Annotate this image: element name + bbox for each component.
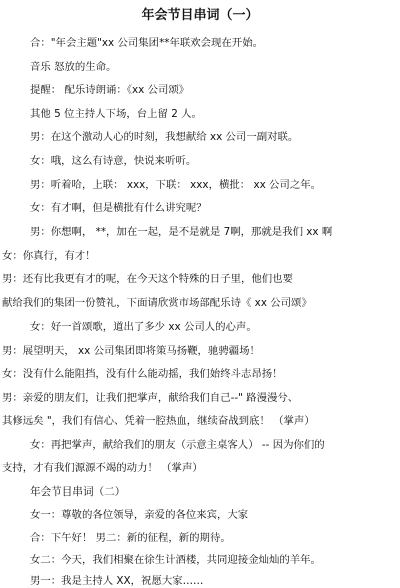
line-dialogue: 合：下午好！ 男二：新的征程，新的期待。 bbox=[30, 532, 231, 544]
line-dialogue: 男：展望明天， xx 公司集团即将策马扬鞭，驰骋疆场！ bbox=[2, 345, 260, 357]
line-dialogue: 女：有才啊，但是横批有什么讲究呢？ bbox=[30, 202, 207, 214]
line-reminder: 提醒： 配乐诗朗诵：《xx 公司颂》 bbox=[30, 84, 190, 96]
line-dialogue: 男：还有比我更有才的呢，在今天这个特殊的日子里，他们也要 bbox=[2, 273, 293, 285]
line-dialogue: 男：在这个激动人心的时刻，我想献给 xx 公司一副对联。 bbox=[30, 131, 299, 143]
line-dialogue: 女：你真行，有才！ bbox=[2, 250, 96, 262]
document-title: 年会节目串词（一） bbox=[141, 8, 259, 23]
line-dialogue: 支持，才有我们源源不竭的动力！ （掌声） bbox=[2, 462, 203, 474]
line-dialogue: 男：听着哈，上联： xxx，下联： xxx，横批： xx 公司之年。 bbox=[30, 179, 321, 191]
line-music: 音乐 怒放的生命。 bbox=[30, 61, 117, 73]
line-dialogue: 女：好一首颂歌，道出了多少 xx 公司人的心声。 bbox=[30, 321, 257, 333]
line-dialogue: 女二：今天，我们相聚在徐生计酒楼，共同迎接金灿灿的羊年。 bbox=[30, 554, 321, 566]
line-opening: 合："年会主题"xx 公司集团**年联欢会现在开始。 bbox=[30, 37, 263, 49]
line-stage-note: 其他 5 位主持人下场，台上留 2 人。 bbox=[30, 108, 202, 120]
line-dialogue: 女：没有什么能阻挡，没有什么能动摇，我们始终斗志昂扬！ bbox=[2, 368, 283, 380]
line-dialogue: 女一：尊敬的各位领导，亲爱的各位来宾，大家 bbox=[30, 509, 249, 521]
line-dialogue: 女：哦，这么有诗意，快说来听听。 bbox=[30, 155, 197, 167]
line-dialogue: 男一：我是主持人 XX，祝愿大家…… bbox=[30, 575, 204, 587]
section-title-2: 年会节目串词（二） bbox=[30, 486, 126, 498]
line-dialogue: 献给我们的集团一份赞礼，下面请欣赏市场部配乐诗《 xx 公司颂》 bbox=[2, 297, 312, 309]
line-dialogue: 其修远矣 "，我们有信心、凭着一腔热血，继续奋战到底！ （掌声） bbox=[2, 415, 315, 427]
line-dialogue: 女：再把掌声，献给我们的朋友（示意主桌客人） -- 因为你们的 bbox=[30, 439, 325, 451]
line-dialogue: 男：亲爱的朋友们，让我们把掌声，献给我们自己--" 路漫漫兮、 bbox=[2, 392, 299, 404]
line-dialogue: 男：你想啊， **，加在一起，是不是就是 7啊，那就是我们 xx 啊 bbox=[30, 226, 333, 238]
